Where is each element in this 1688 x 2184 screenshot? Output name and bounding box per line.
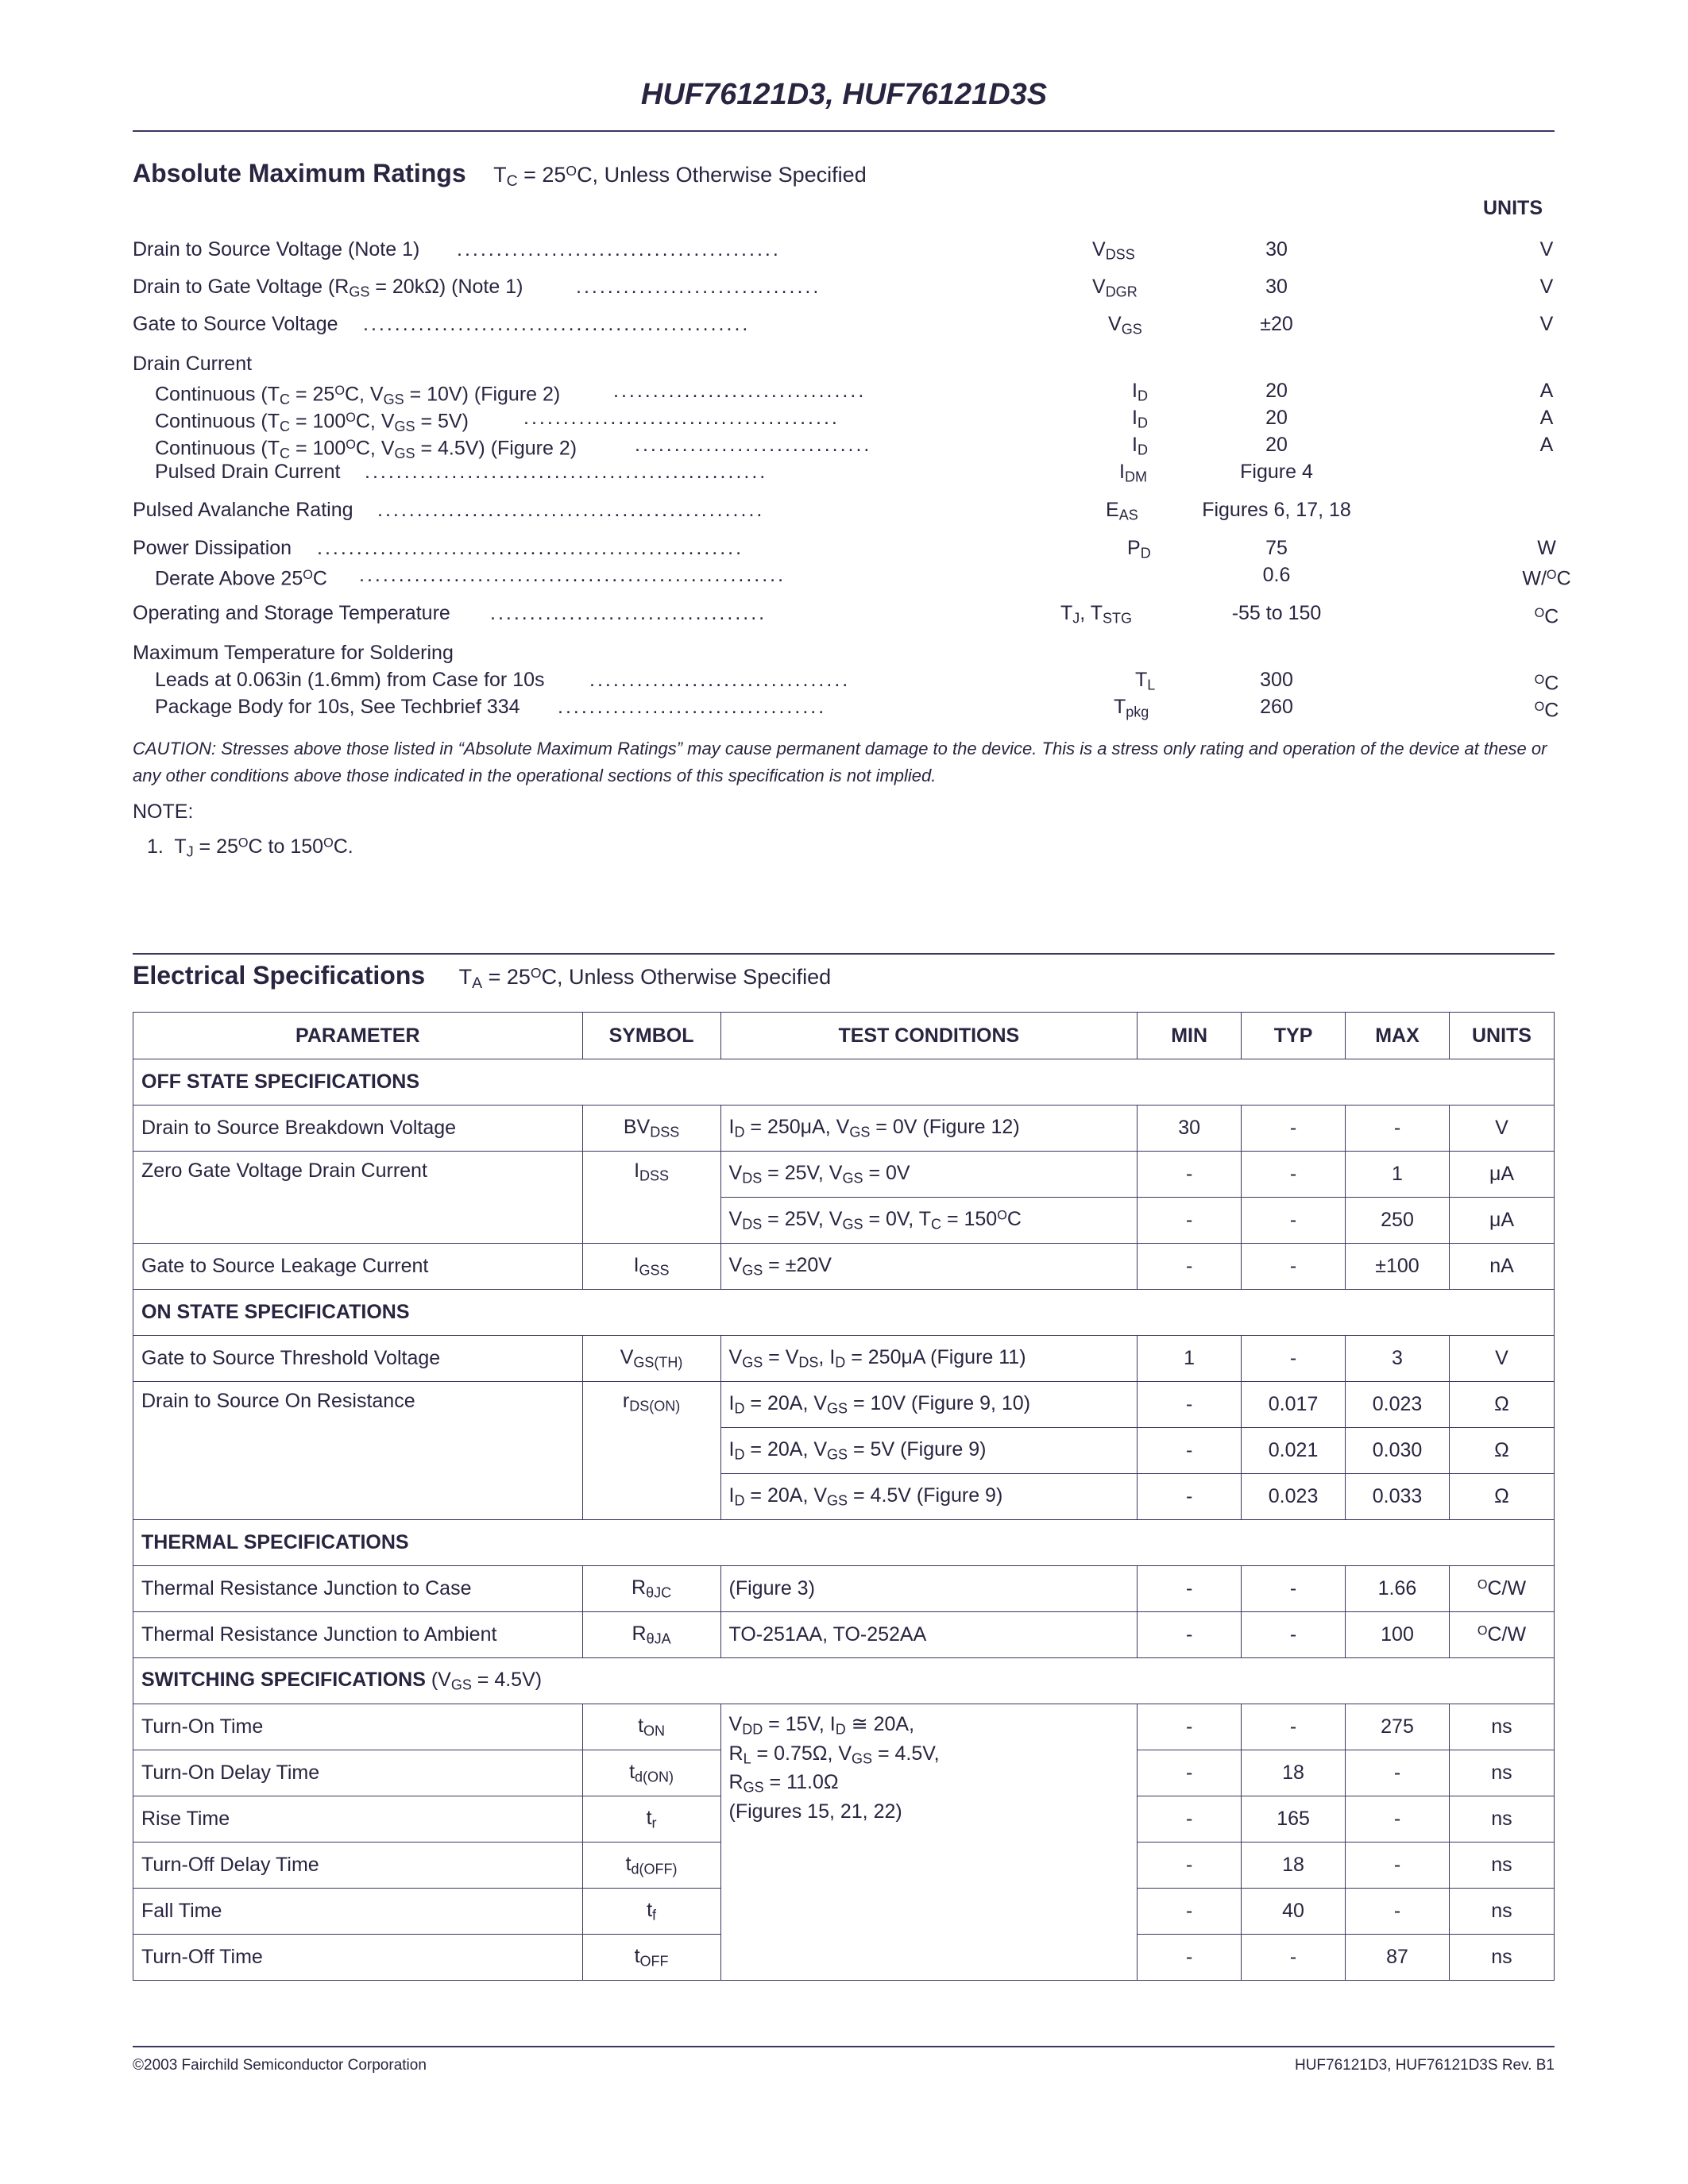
electrical-spec-table (133, 1012, 1555, 1981)
table-row: Gate to Source Leakage Current $I_{GSS}$ $V_{GS} = \pm 20V$ - - ±100 nA (133, 1244, 1555, 1290)
col-units: UNITS (1449, 1013, 1554, 1059)
header-divider (133, 130, 1555, 132)
table-row: Drain to Source On Resistance $r_{DS(ON)}$ $I_D = 20A$, $V_{GS} = 10V$ (Figure 9, 10) - 0.017 0.023 Ω (133, 1382, 1555, 1428)
col-max: MAX (1346, 1013, 1450, 1059)
table-row: $I_D = 20A$, $V_{GS} = 4.5V$ (Figure 9) - 0.023 0.033 Ω (133, 1474, 1555, 1520)
amr-title: Absolute Maximum Ratings (133, 159, 466, 187)
page-title: HUF76121D3, HUF76121D3S (640, 78, 1048, 111)
amr-row-temp: Operating and Storage Temperature ................................... $T_J$, $T_{STG}$ -55 to 150 $^O$C (133, 602, 1559, 628)
amr-row-vdss: Drain to Source Voltage (Note 1) ......................................... $V_{DSS}$ 30 V (133, 238, 1554, 263)
amr-row-vdgr: Drain to Gate Voltage $(R_{GS} = 20k\Omega)$ (Note 1) ............................... $V_{DGR}$ 30 V (133, 276, 1554, 300)
amr-row-eas: Pulsed Avalanche Rating ................................................. $E_{AS}$ Figures 6, 17, 18 (133, 499, 1351, 523)
amr-row-tpkg: Package Body for 10s, See Techbrief 334 .................................. $T_{pkg}$ 260 $^O$C (155, 696, 1559, 722)
amr-row-id1: Continuous ($T_C = 25^OC$, $V_{GS} = 10V$) (Figure 2) ................................ $I_D$ 20 A (155, 380, 1554, 407)
table-row: Thermal Resistance Junction to Ambient $R_{\theta JA}$ TO-251AA, TO-252AA - - 100 $^O$C/W (133, 1612, 1555, 1658)
section-row-on: ON STATE SPECIFICATIONS (133, 1290, 1555, 1336)
amr-row-derate: Derate Above $25^OC$ ...................................................... 0.6 W/$^O$C (155, 564, 1571, 590)
section-row-thermal: THERMAL SPECIFICATIONS (133, 1520, 1555, 1566)
es-title: Electrical Specifications (133, 961, 426, 990)
table-header-row (133, 1013, 1555, 1059)
table-row: Rise Time $t_r$ - 165 - ns (133, 1796, 1555, 1843)
es-divider (133, 953, 1555, 955)
amr-row-soldering: Maximum Temperature for Soldering (133, 642, 454, 664)
footer-divider (133, 2046, 1555, 2047)
section-row-switching: SWITCHING SPECIFICATIONS $(V_{GS} = 4.5V)$ (133, 1658, 1555, 1704)
table-row: Turn-On Time $t_{ON}$ $V_{DD} = 15V$, $I_D$ ≅ 20A, $R_L = 0.75\Omega$, $V_{GS} = 4.5V$, $R_{GS} = 11.0\Omega$ (Figures 15, 21, 22) - - 275 ns (133, 1704, 1555, 1750)
section-row-off: OFF STATE SPECIFICATIONS (133, 1059, 1555, 1106)
amr-row-id3: Continuous ($T_C = 100^OC$, $V_{GS} = 4.5V$) (Figure 2) .............................. $I_D$ 20 A (155, 434, 1554, 461)
table-row: Turn-On Delay Time $t_{d(ON)}$ - 18 - ns (133, 1750, 1555, 1796)
table-row: $I_D = 20A$, $V_{GS} = 5V$ (Figure 9) - 0.021 0.030 Ω (133, 1428, 1555, 1474)
note-label: NOTE: (133, 801, 194, 823)
amr-row-pd: Power Dissipation ...................................................... $P_D$ 75 W (133, 537, 1556, 561)
col-test-conditions: TEST CONDITIONS (720, 1013, 1138, 1059)
footer-copyright: ©2003 Fairchild Semiconductor Corporation (133, 2057, 427, 2074)
table-row: $V_{DS} = 25V$, $V_{GS} = 0V$, $T_C = 150^OC$ - - 250 μA (133, 1198, 1555, 1244)
es-heading (133, 961, 831, 993)
caution-text: CAUTION: Stresses above those listed in “Absolute Maximum Ratings” may cause permanent damage to the device. This is a stress only rating and operation of the device at these or any other conditions above those indicated in the operational sections of this specification is not implied. (133, 739, 1547, 785)
col-min: MIN (1138, 1013, 1242, 1059)
amr-row-tl: Leads at 0.063in (1.6mm) from Case for 10s ................................. $T_L$ 300 $^O$C (155, 669, 1559, 695)
table-row: Drain to Source Breakdown Voltage $BV_{DSS}$ $I_D = 250\mu A$, $V_{GS} = 0V$ (Figure 12) 30 - - V (133, 1106, 1555, 1152)
amr-row-idm: Pulsed Drain Current ................................................... $I_{DM}$ Figure 4 (155, 461, 1313, 485)
table-row: Turn-Off Delay Time $t_{d(OFF)}$ - 18 - ns (133, 1843, 1555, 1889)
table-row: Turn-Off Time $t_{OFF}$ - - 87 ns (133, 1935, 1555, 1981)
es-conditions: $T_A = 25^OC$, Unless Otherwise Specified (458, 965, 832, 992)
amr-row-drain-current: Drain Current (133, 353, 253, 375)
amr-row-id2: Continuous ($T_C = 100^OC$, $V_{GS} = 5V$) ........................................ $I_D$ 20 A (155, 407, 1554, 434)
col-typ: TYP (1242, 1013, 1346, 1059)
note-1: 1. $T_J = 25^OC$ to $150^OC$. (147, 835, 353, 860)
table-row: Thermal Resistance Junction to Case $R_{\theta JC}$ (Figure 3) - - 1.66 $^O$C/W (133, 1566, 1555, 1612)
col-symbol: SYMBOL (582, 1013, 720, 1059)
amr-units-header: UNITS (1483, 197, 1543, 219)
switching-test-conditions: $V_{DD} = 15V$, $I_D$ ≅ 20A, $R_L = 0.75\Omega$, $V_{GS} = 4.5V$, $R_{GS} = 11.0\Omega$ (Figures 15, 21, 22) (720, 1704, 1138, 1981)
amr-row-vgs: Gate to Source Voltage ................................................. $V_{GS}$ ±20 V (133, 313, 1554, 338)
amr-conditions: $T_C = 25^OC$, Unless Otherwise Specified (493, 163, 867, 190)
table-row: Fall Time $t_f$ - 40 - ns (133, 1889, 1555, 1935)
table-row: Zero Gate Voltage Drain Current $I_{DSS}$ $V_{DS} = 25V$, $V_{GS} = 0V$ - - 1 μA (133, 1152, 1555, 1198)
footer-doc-rev: HUF76121D3, HUF76121D3S Rev. B1 (1294, 2057, 1555, 2074)
col-parameter: PARAMETER (133, 1013, 583, 1059)
amr-heading (133, 159, 867, 191)
table-row: Gate to Source Threshold Voltage $V_{GS(TH)}$ $V_{GS} = V_{DS}$, $I_D = 250\mu A$ (Figure 11) 1 - 3 V (133, 1336, 1555, 1382)
